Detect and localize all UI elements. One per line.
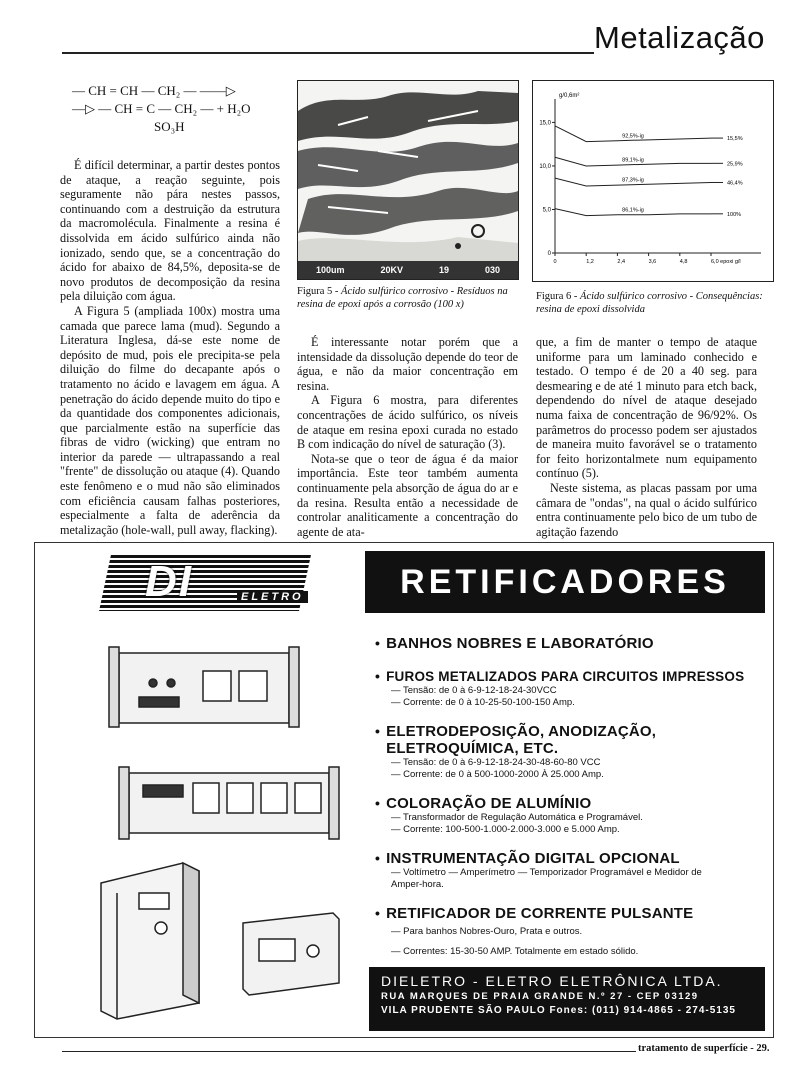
column-1-text (60, 158, 280, 537)
paragraph: A Figura 6 mostra, para diferentes concentrações de ácido sulfúrico, os níveis de ataque em resina epoxi curada no estado B com indicação do nível de saturação (3). (297, 393, 518, 452)
feature-title: FUROS METALIZADOS PARA CIRCUITOS IMPRESSOS (386, 669, 745, 684)
company-address-box (369, 967, 765, 1031)
paragraph: É difícil determinar, a partir destes pontos de ataque, a reação seguinte, pois seguramente não pára nestes passos, continuando com a destruição da estrutura da macromolécula. Finalmente a resina é dissolvida em ácido sulfúrico ainda não ionizado, sendo que, se a concentração do ácido for abaixo de 84,5%, deposita-se de novo produtos de decomposição da resina pela diluição com água. (60, 158, 280, 304)
company-street: RUA MARQUES DE PRAIA GRANDE N.º 27 - CEP 03129 (381, 991, 699, 1002)
bullet-icon: • (375, 850, 381, 866)
caption-label: Figura 5 - (297, 286, 342, 297)
y-axis-label: g/0,6m² (559, 93, 580, 99)
logo-letters: DI (145, 557, 193, 606)
paragraph: Nota-se que o teor de água é da maior importância. Este teor também aumenta continuamente pela absorção de água do ar e da resina. Resulta então a necessidade de controlar analiticamente a concentração do agente de ata- (297, 451, 518, 539)
company-city-phones: VILA PRUDENTE SÃO PAULO Fones: (011) 914-4865 - 274-5135 (381, 1005, 736, 1016)
paragraph: É interessante notar porém que a intensidade da dissolução depende do teor de água, e não da maior concentração em resina. (297, 335, 518, 393)
feature-detail: — Para banhos Nobres-Ouro, Prata e outros. (391, 926, 583, 937)
formula-line-1: — CH = CH — CH₂ — ——▷ (72, 83, 236, 98)
x-tick-label: 3,6 (648, 259, 657, 265)
formula-line-3: SO₃H (154, 119, 185, 134)
footer-rule (62, 1051, 636, 1052)
paragraph: Neste sistema, as placas passam por uma câmara de "ondas", na qual o ácido sulfúrico entra continuamente pelo bico de um tubo de agitação fazendo (536, 480, 757, 539)
feature-detail: — Transformador de Regulação Automática e Programável. (391, 812, 643, 823)
feature-item (375, 635, 765, 652)
equipment-illustrations (43, 623, 363, 1023)
y-tick-label: 0 (547, 251, 551, 257)
bullet-icon: • (375, 635, 381, 651)
feature-detail: — Corrente: 100-500-1.000-2.000-3.000 e 5.000 Amp. (391, 824, 620, 835)
x-tick-label: 4,8 (679, 259, 688, 265)
header-rule (62, 52, 594, 54)
column-3-text (536, 335, 757, 539)
micrograph-image (298, 81, 518, 279)
feature-list (375, 635, 765, 962)
x-tick-label: 6,0 epoxi g/l (711, 259, 741, 265)
y-tick-label: 15,0 (539, 120, 551, 127)
scale-label: 19 (438, 265, 449, 275)
bullet-icon: • (375, 795, 381, 811)
feature-detail: — Tensão: de 0 à 6-9-12-18-24-30-48-60-80 VCC (391, 757, 601, 768)
paragraph: que, a fim de manter o tempo de ataque uniforme para um laminado conhecido e testado. O tempo é de 20 a 40 seg. para desmearing e de até 1 minuto para etch back, dependendo do nível de ataque desejado numa faixa de concentração de 96/92%. Os parâmetros do processo podem ser ajustados de maneira muito favorável se o tratamento for feito horizontalmete num equipamento contínuo (5). (536, 335, 757, 481)
series-label: 86,1%-ig (622, 207, 644, 214)
feature-detail: — Corrente: de 0 à 10-25-50-100-150 Amp. (391, 697, 575, 708)
scale-label: 030 (484, 265, 500, 275)
feature-detail: — Correntes: 15-30-50 AMP. Totalmente em estado sólido. (391, 946, 639, 957)
feature-title: RETIFICADOR DE CORRENTE PULSANTE (386, 905, 694, 922)
series-label: 89,1%-ig (622, 157, 644, 164)
series-end-label: 25,9% (727, 161, 743, 168)
formula-line-2: —▷ — CH = C — CH₂ — + H₂O (72, 101, 251, 116)
caption-text: Ácido sulfúrico corrosivo - Resíduos na resina de epoxi após a corrosão (100 x) (297, 286, 508, 310)
feature-detail: — Voltímetro — Amperímetro — Temporizador Programável e Medidor de Amper-hora. (391, 867, 702, 890)
series-end-label: 46,4% (727, 180, 743, 187)
dieletro-logo (105, 555, 305, 611)
feature-title: INSTRUMENTAÇÃO DIGITAL OPCIONAL (386, 850, 680, 867)
series-end-label: 15,5% (727, 136, 743, 143)
bullet-icon: • (375, 905, 381, 921)
figure-5-micrograph (297, 80, 519, 280)
x-tick-label: 0 (553, 259, 557, 265)
figure-6-chart (532, 80, 774, 282)
paragraph: A Figura 5 (ampliada 100x) mostra uma camada que parece lama (mud). Segundo a Literatura Inglesa, dá-se este nome de depósito de mud, pois ele precipita-se pela diluição do filme do decapante após o tratamento no ácido e lavagem em água. A penetração do ácido depende muito do tipo e da quantidade dos componentes adicionais, que parcialmente estão na superfície das fibras de vidro (wicking) que entram no interior da parede — ultrapassando a real "frente" de dissolução ou ataque (4). Quando este fenômeno e o mud não são eliminados com eficiência causam falhas posteriores, especialmente a falta de aderência da metalização (hole-wall, pull away, flacking). (60, 303, 280, 537)
feature-title: ELETRODEPOSIÇÃO, ANODIZAÇÃO, ELETROQUÍMICA, ETC. (386, 723, 657, 757)
company-name: DIELETRO - ELETRO ELETRÔNICA LTDA. (381, 973, 723, 989)
series-label: 92,5%-ig (622, 133, 644, 140)
rectifier-drawings (43, 623, 363, 1023)
feature-detail: — Tensão: de 0 à 6-9-12-18-24-30VCC (391, 685, 557, 696)
feature-item (375, 905, 765, 962)
series-label: 87,3%-ig (622, 177, 644, 184)
bullet-icon: • (375, 723, 381, 739)
y-tick-label: 10,0 (539, 163, 551, 170)
chart-svg (533, 81, 773, 281)
micrograph-scale-bar (298, 261, 518, 279)
scale-label: 20KV (380, 265, 403, 275)
section-title: Metalização (594, 20, 765, 55)
feature-item (375, 723, 765, 781)
logo-word: ELETRO (237, 591, 308, 603)
feature-title: BANHOS NOBRES E LABORATÓRIO (386, 635, 654, 652)
figure-6-caption (536, 291, 772, 316)
x-tick-label: 2,4 (617, 259, 626, 265)
figure-5-caption (297, 286, 519, 311)
x-tick-label: 1,2 (586, 259, 594, 265)
headline: RETIFICADORES (400, 562, 730, 601)
headline-box (365, 551, 765, 613)
advertisement (34, 542, 774, 1038)
caption-label: Figura 6 - (536, 291, 581, 302)
feature-item (375, 850, 765, 891)
bullet-icon: • (375, 668, 381, 684)
column-2-text (297, 335, 518, 539)
chemical-formula (72, 82, 292, 136)
series-end-label: 100% (727, 211, 742, 218)
y-tick-label: 5,0 (542, 207, 551, 214)
feature-title: COLORAÇÃO DE ALUMÍNIO (386, 795, 592, 812)
feature-detail: — Corrente: de 0 à 500-1000-2000 À 25.000 Amp. (391, 769, 604, 780)
feature-item (375, 668, 765, 709)
page-footer: tratamento de superfície - 29. (638, 1043, 770, 1054)
scale-label: 100um (315, 265, 345, 275)
feature-item (375, 795, 765, 836)
caption-text: Ácido sulfúrico corrosivo - Consequências: resina de epoxi dissolvida (536, 291, 763, 315)
